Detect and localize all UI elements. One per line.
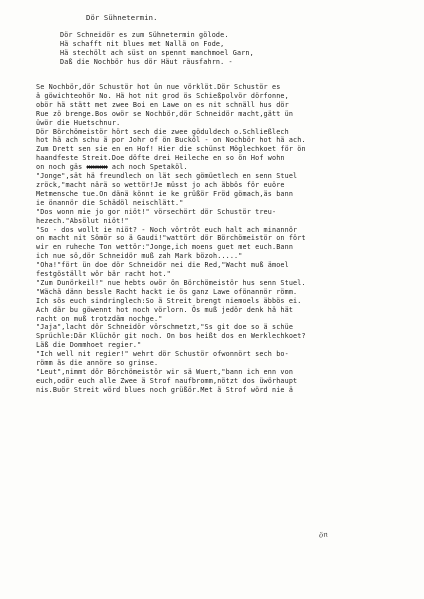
text-line: euch,odör euch alle Zwee ä Strof naufbromm,nötzt dos üwörhaupt <box>36 376 298 385</box>
text-line: ich nue sö,dör Schneidör muß zah Mark bözoh....." <box>36 252 243 261</box>
text-line: wir en ruheche Ton wettör:"Jonge,ich moens guet met euch.Bann <box>36 243 294 252</box>
text-line: Läß die Dommhoet regier." <box>36 341 142 350</box>
text-line: on noch gäs xxxxx ach noch Spetaköl. <box>36 163 188 172</box>
poem-stanza <box>60 31 390 67</box>
poem-line: Daß die Nochbör hus dör Häut räusfahrn. - <box>60 57 233 66</box>
text-line: Sprüchle:Där Klüchör git noch. On bos heißt dos en Werklechkoet? <box>36 332 306 341</box>
text-line: "Oha!"fört ün doe dör Schneidör nei die Red,"Wacht muß ämoel <box>36 261 289 270</box>
text-line: hot hä ach schu ä por Johr of ön Bucköl - on Nochbör hot hä ach. <box>36 136 306 145</box>
text-line: nis.Buör Streit wörd blues noch grüßör.Met ä Strof wörd nie ä <box>36 385 294 394</box>
text-line: Zum Drett sen sie en en Hof! Hier die schünst Möglechkoet för ön <box>36 145 306 154</box>
poem-line: Hä stechölt ach süst on spennt manchmoel Garn, <box>60 48 254 57</box>
text-line: on macht nit Sömör so ä Gaudi!"wattört dör Börchömeistör on fört <box>36 234 306 243</box>
text-line: "Zum Dunörkeil!" nue hebts owör ön Börchömeistör hus senn Stuel. <box>36 278 306 287</box>
text-line: "Jaja",lacht dör Schneidör vörschmetzt,"Ss git doe so ä schüe <box>36 323 294 332</box>
text-line: Ich sös euch sindringlech:So ä Streit brengt niemoels äbbös ei. <box>36 296 302 305</box>
text-line: üwör die Huetschnur. <box>36 118 121 127</box>
text-line: "Dos wonn mie jo gor niöt!" vörsechört dör Schustör treu- <box>36 207 277 216</box>
text-line: römm äs die annöre so grinse. <box>36 359 159 368</box>
text-line: festgöställt wör bär racht hot." <box>36 270 171 279</box>
text-line: hezech."Absölut niöt!" <box>36 216 129 225</box>
text-line: "Leut",nimmt dör Börchömeistör wir sä Wuert,"bann ich enn von <box>36 368 294 376</box>
poem-line: Hä schafft nit blues met Nallä on Fode, <box>60 39 225 48</box>
text-line: ä göwichteohör No. Hä hot nit grod ös Schießpolvör dörfonne, <box>36 91 289 100</box>
text-line: "So - dos wollt ie niöt? - Noch vörtröt euch halt ach minannör <box>36 225 298 234</box>
text-line: Dör Börchömeistör hört sech die zwee göduldech o.Schließlech <box>36 127 289 136</box>
body-text <box>36 83 408 395</box>
text-line: Rue zö brenge.Bos owör se Nochbör,dör Schneidör macht,gätt ün <box>36 109 294 118</box>
text-line: Ach där bu göwennt hot noch vörlorn. Ös muß jedör denk hä hät <box>36 305 294 314</box>
text-line: Se Nochbör,dör Schustör hot ün nue vörklöt.Dör Schustör es <box>36 83 281 91</box>
struck-out-word: xxxxx <box>86 163 108 172</box>
document-title: Dör Sühnetermin. <box>86 13 158 22</box>
text-line: Metmensche tue.On dänä könnt ie ke grüßör Fröd gömach,äs bann <box>36 189 294 198</box>
text-line: obör hä stätt met zwee Boi en Lawe on es nit schnäll hus dör <box>36 100 289 109</box>
text-line: "Wächä dänn bessle Racht hackt ie ös ganz Lawe ofönannör römm. <box>36 287 298 296</box>
text-line: zröck,"macht närä so wettör!Je müsst jo ach äbbös för euöre <box>36 180 285 189</box>
text-line: "Ich well nit regier!" wehrt dör Schustör ofwonnört sech bo- <box>36 350 289 359</box>
text-line: "Jonge",sät hä freundlech on lät sech gömüetlech en senn Stuel <box>36 172 298 181</box>
text-line: haandfeste Streit.Doe döfte drei Heileche en so ön Hof wohn <box>36 154 285 163</box>
poem-line: Dör Schneidör es zum Sühnetermin gölode. <box>60 31 229 39</box>
text-line: ie önannör die Schädöl neischlätt." <box>36 198 184 207</box>
handwritten-correction: ön <box>318 530 329 540</box>
text-line: racht on muß trotzdäm nochge." <box>36 314 163 323</box>
